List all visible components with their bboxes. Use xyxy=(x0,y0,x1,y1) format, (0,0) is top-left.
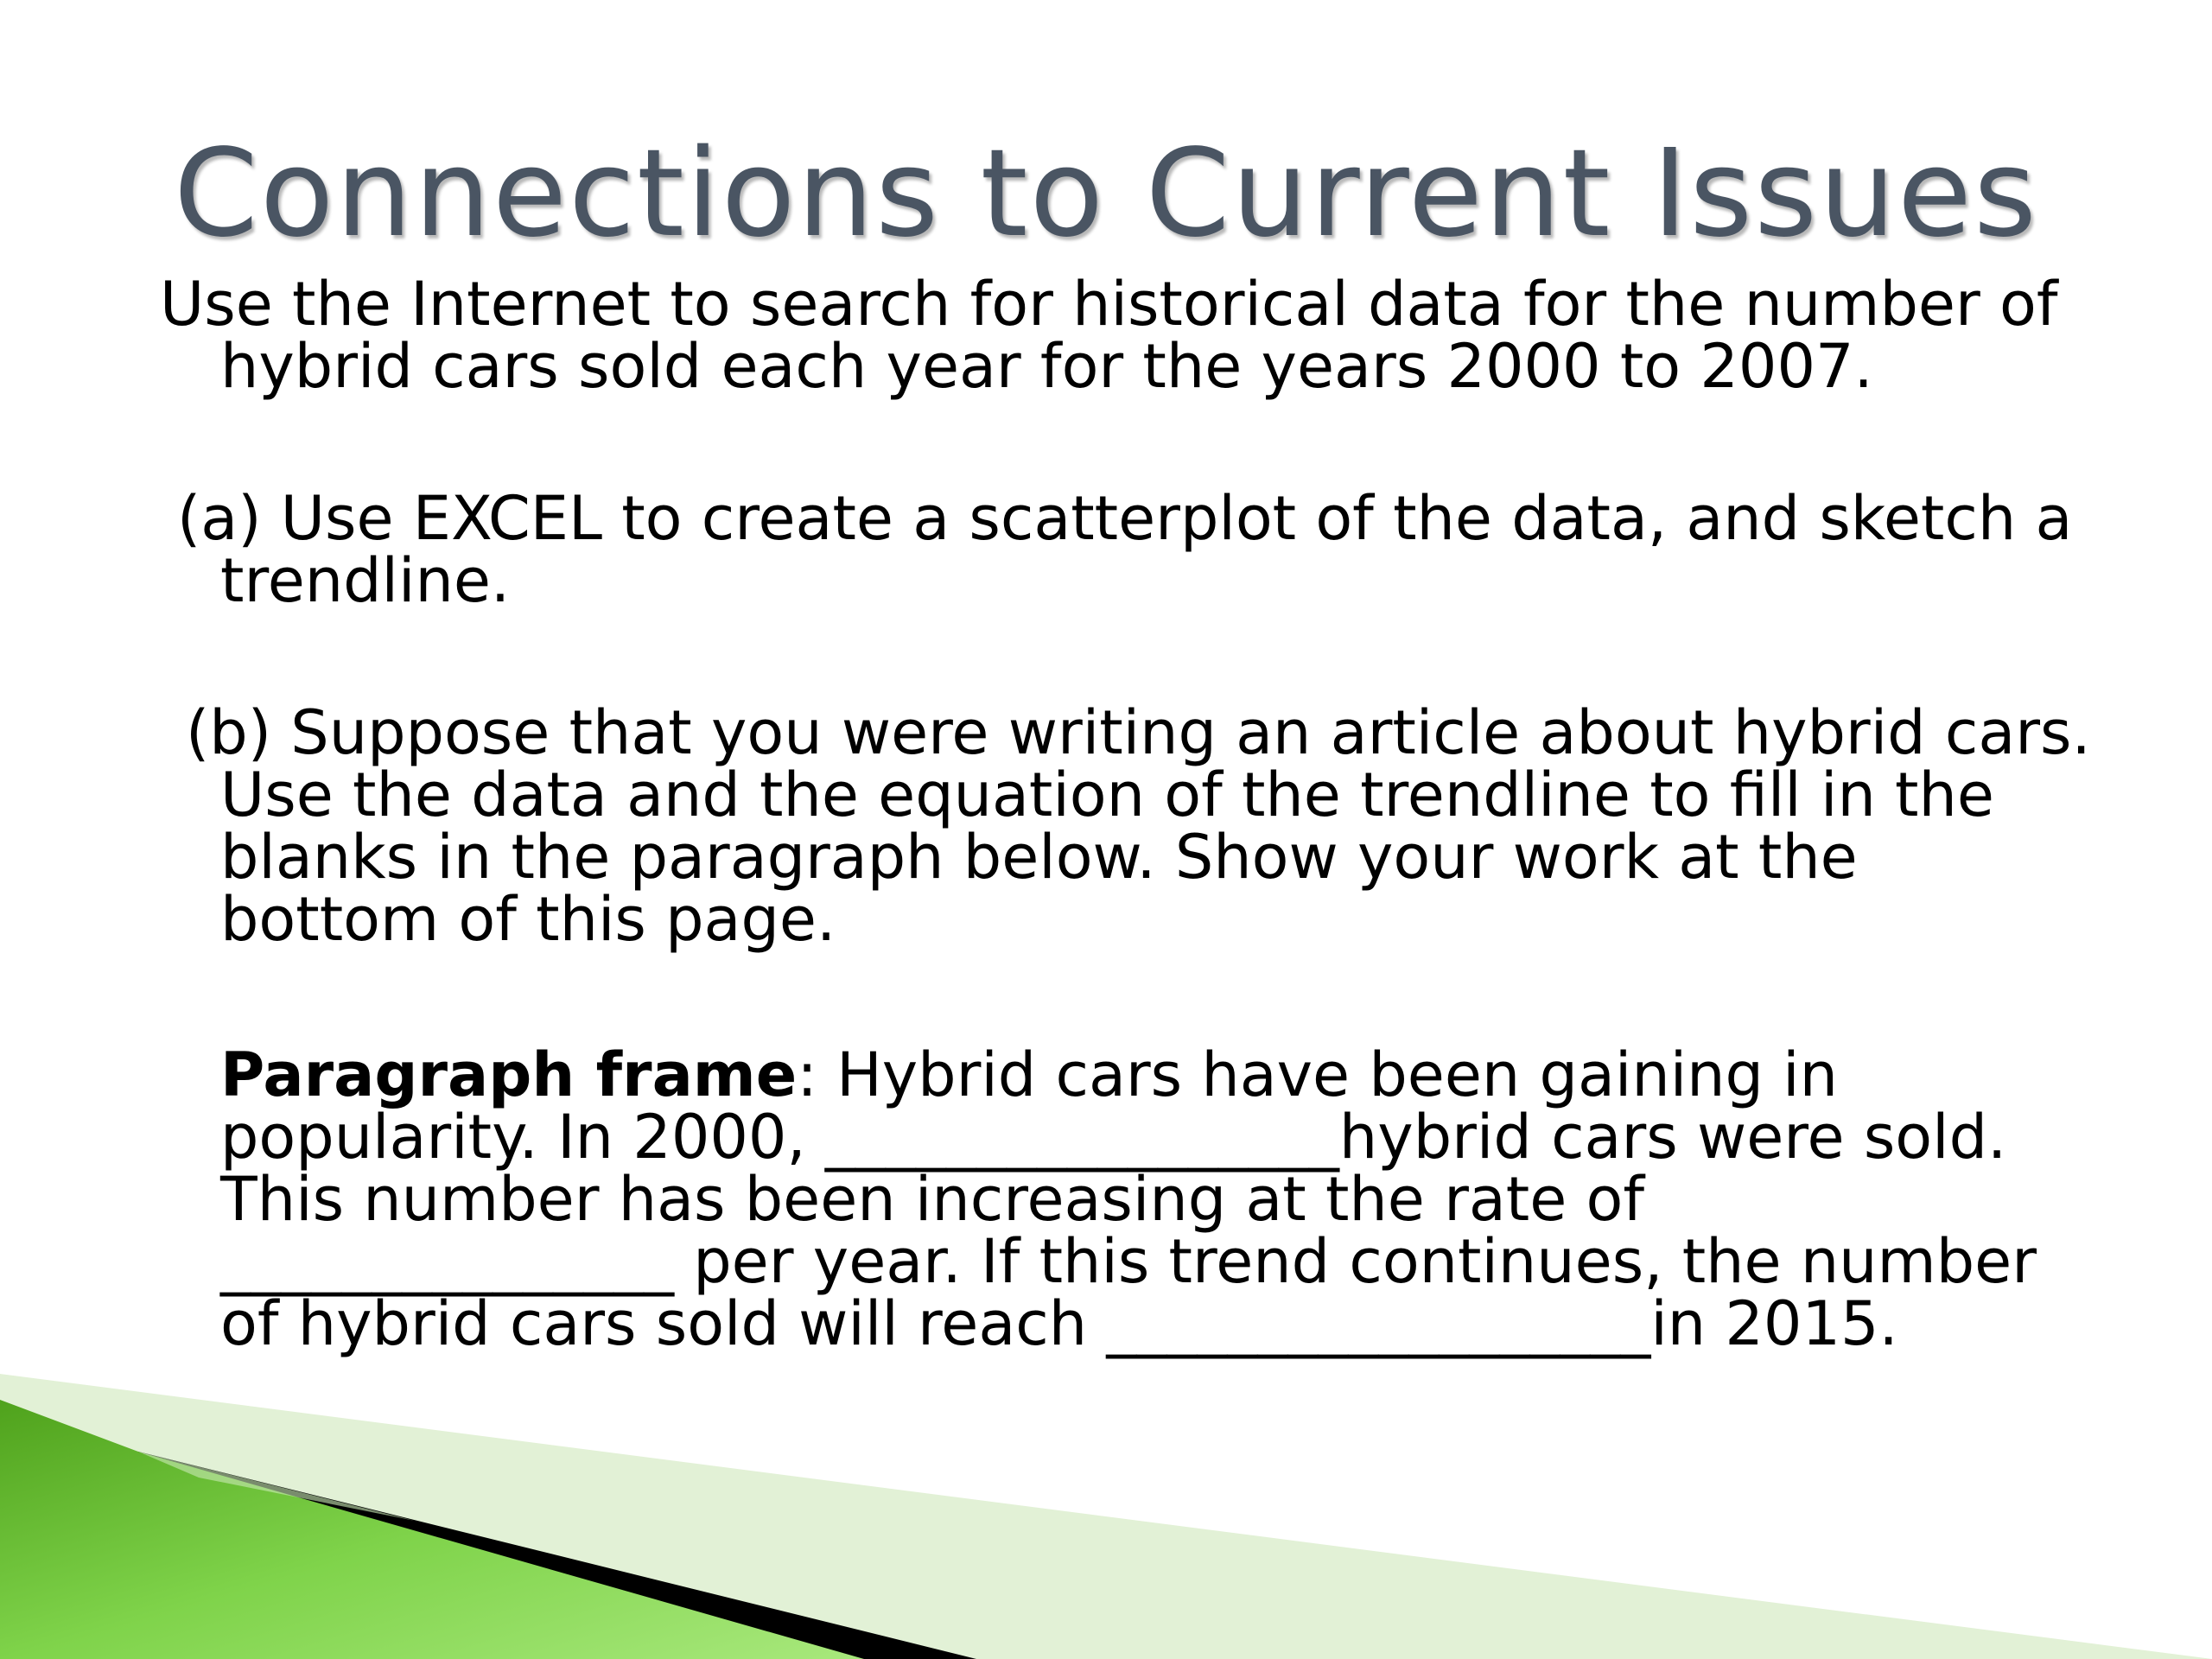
paragraph-frame-label: Paragraph frame xyxy=(220,1039,798,1110)
intro-paragraph: Use the Internet to search for historical data for the number of hybrid cars sold each year for the years 2000 to 2007. xyxy=(160,269,2058,402)
slide-body xyxy=(160,269,2095,1359)
paragraph-frame xyxy=(160,1039,2095,1359)
slide-title: Connections to Current Issues xyxy=(174,124,2038,264)
decorative-green-wedge xyxy=(0,1374,2212,1659)
part-b-paragraph: (b) Suppose that you were writing an article about hybrid cars. Use the data and the equation of the trendline to fill in the blanks in the paragraph below. Show your work at the bottom of this page. xyxy=(186,697,2091,955)
part-a-paragraph: (a) Use EXCEL to create a scatterplot of the data, and sketch a trendline. xyxy=(177,483,2073,616)
paragraph-frame-text: : Hybrid cars have been gaining in popularity. In 2000, _________________hybrid cars were sold. This number has been increasing at the rate of _______________ per year. If this trend continues, the number of hybrid cars sold will reach __________________in 2015. xyxy=(220,1039,2037,1359)
